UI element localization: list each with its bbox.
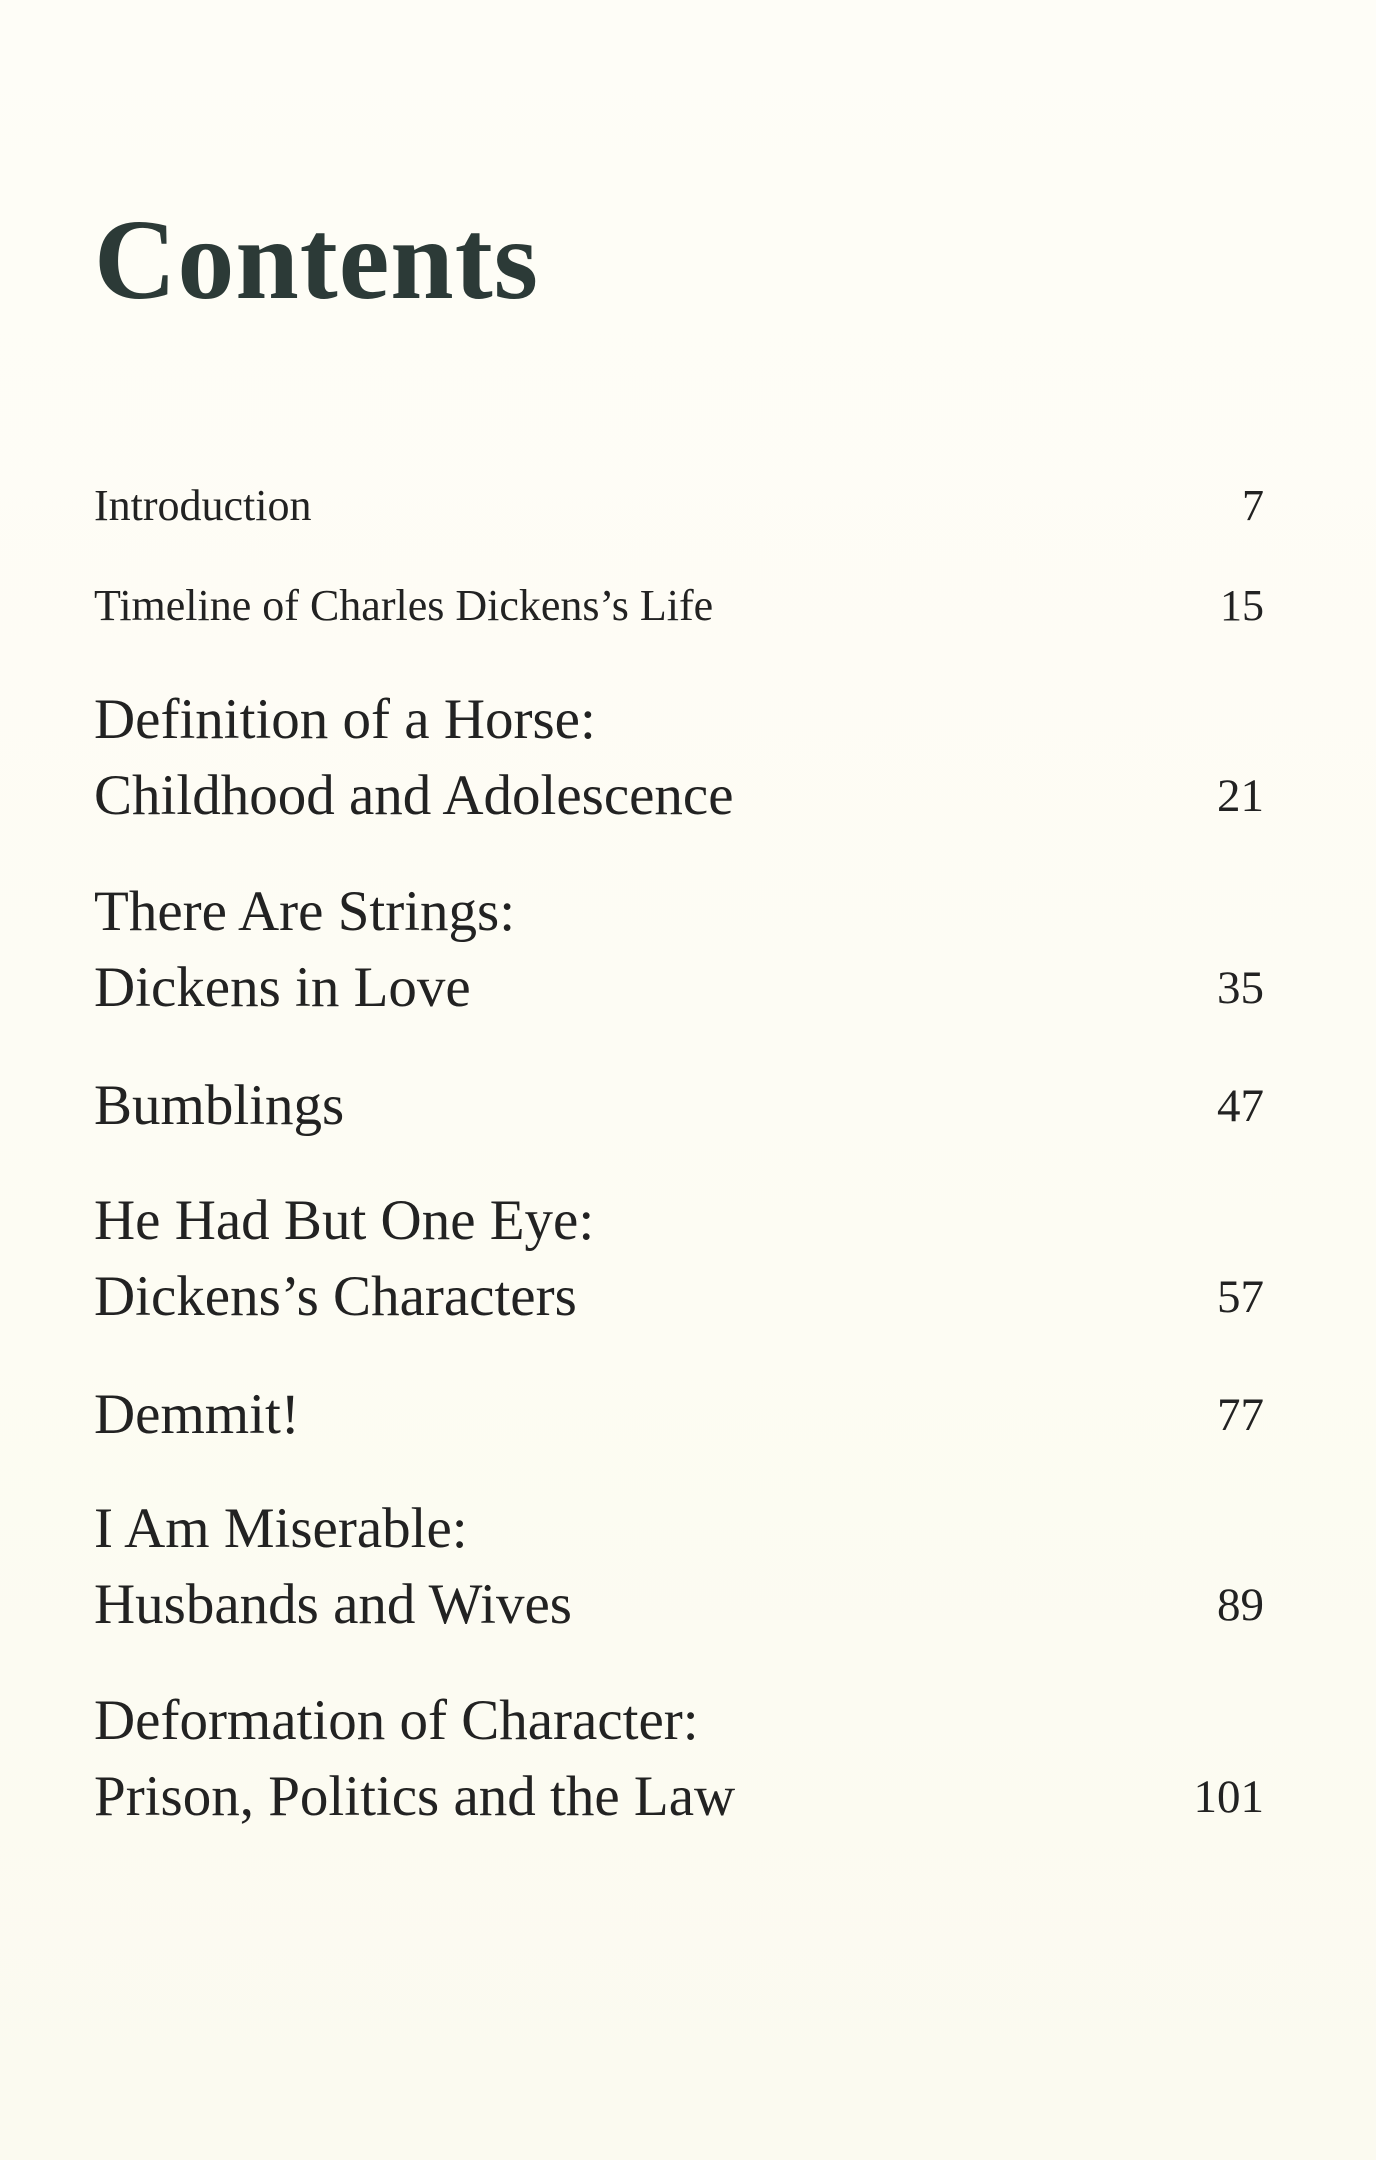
toc-entry-title-line-2: Childhood and Adolescence <box>94 764 734 827</box>
toc-entry-title-line-2: Husbands and Wives <box>94 1573 572 1636</box>
toc-entry-he-had-but-one-eye <box>94 1183 1264 1335</box>
toc-entry-title-line-2: Dickens’s Characters <box>94 1265 577 1328</box>
toc-entry-definition-of-a-horse <box>94 682 1264 834</box>
table-of-contents <box>94 0 1264 2160</box>
toc-entry-page-number: 77 <box>1217 1389 1264 1441</box>
toc-entry-page-number: 57 <box>1217 1271 1264 1323</box>
toc-entry-title-line-2: Prison, Politics and the Law <box>94 1765 736 1828</box>
toc-entry-introduction <box>94 478 1264 534</box>
toc-entry-demmit <box>94 1377 1264 1453</box>
toc-entry-page-number: 35 <box>1217 962 1264 1014</box>
toc-entry-title-line-1: I Am Miserable: <box>94 1497 468 1560</box>
toc-entry-page-number: 15 <box>1220 581 1264 630</box>
toc-entry-title-line-1: There Are Strings: <box>94 880 516 943</box>
toc-entry-page-number: 47 <box>1217 1080 1264 1132</box>
page-title: Contents <box>94 196 540 323</box>
toc-entry-title-line-1: He Had But One Eye: <box>94 1189 595 1252</box>
toc-entry-bumblings <box>94 1068 1264 1144</box>
toc-entry-page-number: 89 <box>1217 1579 1264 1631</box>
toc-entry-title: Timeline of Charles Dickens’s Life <box>94 581 714 630</box>
toc-entry-title-line-1: Deformation of Character: <box>94 1689 699 1752</box>
toc-entry-page-number: 101 <box>1193 1771 1264 1823</box>
toc-entry-there-are-strings <box>94 874 1264 1026</box>
toc-entry-title: Bumblings <box>94 1074 345 1137</box>
toc-entry-title: Introduction <box>94 481 312 530</box>
toc-entry-deformation-of-character <box>94 1683 1264 1835</box>
toc-entry-title: Demmit! <box>94 1383 300 1446</box>
toc-entry-page-number: 21 <box>1217 770 1264 822</box>
toc-entry-timeline <box>94 578 1264 634</box>
toc-entry-title-line-2: Dickens in Love <box>94 956 471 1019</box>
toc-entry-title-line-1: Definition of a Horse: <box>94 688 596 751</box>
toc-entry-i-am-miserable <box>94 1491 1264 1643</box>
toc-entry-page-number: 7 <box>1242 481 1264 530</box>
